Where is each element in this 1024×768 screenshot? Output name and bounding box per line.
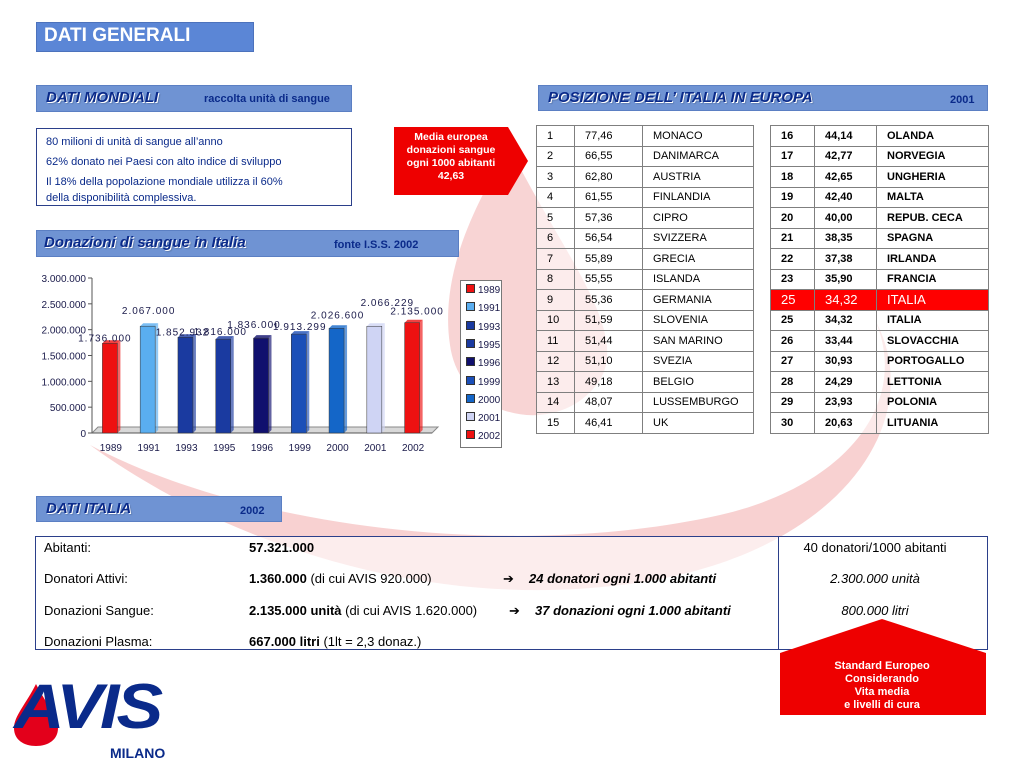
- dati-mondiali-title: DATI MONDIALI: [46, 89, 159, 106]
- table-row: [537, 413, 754, 434]
- table-row: [537, 167, 754, 188]
- legend-label: 1996: [478, 358, 501, 370]
- standard-europeo-line-3: Vita media: [854, 686, 910, 698]
- value-cell: 20,63: [815, 413, 877, 434]
- country-cell: SAN MARINO: [643, 331, 754, 352]
- country-cell: PORTOGALLO: [877, 351, 989, 372]
- value-cell: 77,46: [575, 126, 643, 147]
- donazioni-plasma-detail: (1lt = 2,3 donaz.): [323, 634, 422, 649]
- donatori-attivi-value-group: [249, 571, 432, 586]
- country-cell: SVEZIA: [643, 351, 754, 372]
- y-tick-label: 2.000.000: [41, 325, 86, 337]
- donazioni-bar-chart: [0, 262, 520, 462]
- rank-cell: 20: [771, 208, 815, 229]
- rank-cell: 2: [537, 146, 575, 167]
- bar-1993: [178, 337, 193, 433]
- bar-2002: [405, 323, 420, 433]
- bar-side: [269, 335, 272, 433]
- table-row: [771, 126, 989, 147]
- value-cell: 33,44: [815, 331, 877, 352]
- value-cell: 42,40: [815, 187, 877, 208]
- legend-item-2001: [466, 412, 500, 424]
- country-cell: GERMANIA: [643, 290, 754, 311]
- x-tick-label: 1996: [250, 443, 274, 454]
- legend-label: 2001: [478, 413, 501, 425]
- media-europea-line-2: donazioni sangue: [406, 144, 496, 156]
- donazioni-sangue-note: 37 donazioni ogni 1.000 abitanti: [535, 603, 731, 618]
- table-row: [537, 392, 754, 413]
- rank-cell: 25: [771, 310, 815, 331]
- x-tick-label: 2000: [326, 443, 349, 454]
- standard-europeo-line-1: Standard Europeo: [834, 660, 930, 672]
- country-cell: BELGIO: [643, 372, 754, 393]
- rank-cell: 17: [771, 146, 815, 167]
- table-row: [771, 208, 989, 229]
- legend-item-1989: [466, 284, 500, 296]
- rank-cell: 18: [771, 167, 815, 188]
- bar-2000: [329, 328, 344, 433]
- bar-1991: [140, 326, 155, 433]
- country-cell: SVIZZERA: [643, 228, 754, 249]
- value-cell: 55,36: [575, 290, 643, 311]
- value-cell: 35,90: [815, 269, 877, 290]
- bar-side: [193, 334, 196, 433]
- bar-value-label: 1.852.932: [155, 327, 210, 339]
- table-row: [537, 187, 754, 208]
- country-cell: AUSTRIA: [643, 167, 754, 188]
- country-cell: LETTONIA: [877, 372, 989, 393]
- rank-cell: 16: [771, 126, 815, 147]
- table-row: [537, 351, 754, 372]
- rank-cell: 4: [537, 187, 575, 208]
- value-cell: 61,55: [575, 187, 643, 208]
- donazioni-plasma-label: Donazioni Plasma:: [44, 634, 153, 649]
- country-cell: MONACO: [643, 126, 754, 147]
- country-cell: FINLANDIA: [643, 187, 754, 208]
- avis-logo-text: AVIS: [14, 671, 161, 742]
- table-row: [537, 126, 754, 147]
- donazioni-sangue-value-group: [249, 603, 477, 618]
- bar-2001: [367, 326, 382, 433]
- table-row: [537, 249, 754, 270]
- rank-cell: 1: [537, 126, 575, 147]
- value-cell: 44,14: [815, 126, 877, 147]
- value-cell: 51,10: [575, 351, 643, 372]
- donatori-attivi-label: Donatori Attivi:: [44, 571, 128, 586]
- legend-swatch: [466, 302, 475, 311]
- legend-label: 1999: [478, 376, 501, 388]
- rank-cell: 29: [771, 392, 815, 413]
- table-row: [771, 249, 989, 270]
- dati-mondiali-line-3: Il 18% della popolazione mondiale utilizza il 60%: [46, 176, 283, 188]
- table-row: [771, 310, 989, 331]
- donazioni-sangue-detail: (di cui AVIS 1.620.000): [345, 603, 478, 618]
- europe-ranking-table-right: [770, 125, 989, 434]
- bar-value-label: 1.836.000: [227, 320, 281, 332]
- x-tick-label: 1995: [213, 443, 236, 454]
- table-row: [537, 146, 754, 167]
- legend-label: 1989: [478, 285, 501, 296]
- country-cell: NORVEGIA: [877, 146, 989, 167]
- table-row: [537, 372, 754, 393]
- legend-swatch: [466, 430, 475, 439]
- country-cell: LUSSEMBURGO: [643, 392, 754, 413]
- donatori-attivi-value: 1.360.000: [249, 571, 307, 586]
- legend-swatch: [466, 284, 475, 293]
- rank-cell: 28: [771, 372, 815, 393]
- value-cell: 24,29: [815, 372, 877, 393]
- donazioni-plasma-value-group: [249, 634, 421, 649]
- legend-item-1991: [466, 302, 500, 314]
- bar-top: [329, 325, 347, 328]
- value-cell: 42,77: [815, 146, 877, 167]
- y-tick-label: 0: [80, 429, 86, 440]
- value-cell: 34,32: [815, 310, 877, 331]
- legend-swatch: [466, 412, 475, 421]
- rank-cell: 15: [537, 413, 575, 434]
- rank-cell: 9: [537, 290, 575, 311]
- abitanti-value: 57.321.000: [249, 540, 315, 555]
- legend-swatch: [466, 339, 475, 348]
- table-row: [771, 392, 989, 413]
- rank-cell: 30: [771, 413, 815, 434]
- value-cell: 51,59: [575, 310, 643, 331]
- legend-item-2000: [466, 394, 500, 406]
- y-tick-label: 500.000: [49, 403, 86, 415]
- bar-1995: [216, 339, 231, 433]
- legend-item-1996: [466, 357, 500, 369]
- rank-cell: 7: [537, 249, 575, 270]
- donatori-attivi-units: 2.300.000 unità: [830, 571, 920, 586]
- rank-cell: 14: [537, 392, 575, 413]
- bar-value-label: 2.026.600: [310, 310, 365, 322]
- country-cell: IRLANDA: [877, 249, 989, 270]
- bar-side: [231, 336, 234, 433]
- legend-swatch: [466, 357, 475, 366]
- value-cell: 37,38: [815, 249, 877, 270]
- bar-top: [405, 320, 423, 323]
- rank-cell: 13: [537, 372, 575, 393]
- value-cell: 66,55: [575, 146, 643, 167]
- legend-label: 1991: [478, 303, 501, 315]
- country-cell: REPUB. CECA: [877, 208, 989, 229]
- table-row: [771, 269, 989, 290]
- value-cell: 42,65: [815, 167, 877, 188]
- standard-europeo-line-4: e livelli di cura: [844, 699, 920, 711]
- bar-top: [254, 335, 272, 338]
- rank-cell: 10: [537, 310, 575, 331]
- country-cell: UNGHERIA: [877, 167, 989, 188]
- media-europea-line-3: ogni 1000 abitanti: [406, 157, 496, 169]
- donazioni-plasma-value: 667.000 litri: [249, 634, 320, 649]
- value-cell: 23,93: [815, 392, 877, 413]
- legend-item-1995: [466, 339, 500, 351]
- table-row: [771, 146, 989, 167]
- arrow-icon: ➔: [503, 571, 514, 586]
- y-tick-label: 1.500.000: [41, 351, 86, 363]
- rank-cell: 12: [537, 351, 575, 372]
- rank-cell: 5: [537, 208, 575, 229]
- value-cell: 30,93: [815, 351, 877, 372]
- country-cell: ITALIA: [877, 290, 989, 311]
- bar-value-label: 2.135.000: [390, 306, 444, 318]
- posizione-year: 2001: [950, 94, 975, 106]
- table-row: [537, 228, 754, 249]
- bar-side: [117, 340, 120, 433]
- bar-top: [367, 323, 385, 326]
- bar-value-label: 2.066.229: [360, 298, 415, 310]
- value-cell: 55,89: [575, 249, 643, 270]
- arrow-icon: ➔: [509, 603, 520, 618]
- country-cell: POLONIA: [877, 392, 989, 413]
- media-europea-value: 42,63: [437, 170, 465, 182]
- x-tick-label: 1993: [175, 443, 198, 454]
- x-tick-label: 1999: [288, 443, 311, 454]
- donazioni-sangue-label: Donazioni Sangue:: [44, 603, 154, 618]
- value-cell: 56,54: [575, 228, 643, 249]
- dati-italia-title: DATI ITALIA: [46, 500, 132, 517]
- bar-side: [420, 320, 423, 433]
- bar-side: [382, 323, 385, 433]
- bar-1996: [254, 338, 269, 433]
- table-row: [771, 167, 989, 188]
- media-europea-line-1: Media europea: [414, 131, 488, 143]
- rank-cell: 3: [537, 167, 575, 188]
- rank-cell: 22: [771, 249, 815, 270]
- dati-mondiali-line-2: 62% donato nei Paesi con alto indice di sviluppo: [46, 156, 282, 168]
- dati-mondiali-line-4: della disponibilità complessiva.: [46, 192, 197, 204]
- standard-europeo-line-2: Considerando: [845, 673, 919, 685]
- table-row: [537, 331, 754, 352]
- country-cell: ITALIA: [877, 310, 989, 331]
- table-row: [771, 413, 989, 434]
- x-tick-label: 2002: [401, 443, 425, 454]
- legend-item-1993: [466, 321, 500, 333]
- value-cell: 51,44: [575, 331, 643, 352]
- value-cell: 55,55: [575, 269, 643, 290]
- rank-cell: 6: [537, 228, 575, 249]
- legend-item-1999: [466, 376, 500, 388]
- rank-cell: 27: [771, 351, 815, 372]
- donatori-attivi-detail: (di cui AVIS 920.000): [310, 571, 432, 586]
- legend-label: 1995: [478, 339, 501, 351]
- dati-italia-year: 2002: [240, 505, 265, 517]
- table-row: [771, 331, 989, 352]
- abitanti-ratio: 40 donatori/1000 abitanti: [803, 540, 947, 555]
- country-cell: SPAGNA: [877, 228, 989, 249]
- y-tick-label: 1.000.000: [41, 377, 86, 389]
- country-cell: SLOVENIA: [643, 310, 754, 331]
- rank-cell: 21: [771, 228, 815, 249]
- country-cell: SLOVACCHIA: [877, 331, 989, 352]
- posizione-title: POSIZIONE DELL’ ITALIA IN EUROPA: [548, 89, 813, 106]
- country-cell: DANIMARCA: [643, 146, 754, 167]
- value-cell: 62,80: [575, 167, 643, 188]
- legend-item-2002: [466, 430, 500, 442]
- value-cell: 48,07: [575, 392, 643, 413]
- bar-1989: [102, 343, 117, 433]
- donazioni-title: Donazioni di sangue in Italia: [44, 234, 246, 251]
- bar-top: [140, 323, 158, 326]
- donazioni-sangue-litri: 800.000 litri: [841, 603, 909, 618]
- legend-swatch: [466, 394, 475, 403]
- table-row: [771, 290, 989, 311]
- bar-value-label: 1.816.000: [193, 327, 247, 339]
- value-cell: 38,35: [815, 228, 877, 249]
- country-cell: MALTA: [877, 187, 989, 208]
- value-cell: 49,18: [575, 372, 643, 393]
- abitanti-label: Abitanti:: [44, 540, 91, 555]
- country-cell: UK: [643, 413, 754, 434]
- x-tick-label: 1991: [137, 443, 160, 454]
- dati-mondiali-subtitle: raccolta unità di sangue: [204, 93, 330, 105]
- value-cell: 46,41: [575, 413, 643, 434]
- y-tick-label: 2.500.000: [41, 299, 86, 311]
- table-row: [771, 187, 989, 208]
- rank-cell: 8: [537, 269, 575, 290]
- legend-label: 2000: [478, 394, 501, 406]
- donazioni-source: fonte I.S.S. 2002: [334, 239, 419, 251]
- rank-cell: 19: [771, 187, 815, 208]
- table-row: [771, 351, 989, 372]
- donazioni-sangue-value: 2.135.000 unità: [249, 603, 342, 618]
- country-cell: FRANCIA: [877, 269, 989, 290]
- donatori-attivi-note: 24 donatori ogni 1.000 abitanti: [529, 571, 717, 586]
- bar-side: [306, 331, 309, 433]
- x-tick-label: 1989: [99, 443, 123, 454]
- rank-cell: 11: [537, 331, 575, 352]
- bar-value-label: 1.736.000: [78, 333, 132, 345]
- country-cell: GRECIA: [643, 249, 754, 270]
- bar-1999: [291, 334, 306, 433]
- rank-cell: 26: [771, 331, 815, 352]
- bar-side: [155, 323, 158, 433]
- value-cell: 34,32: [815, 290, 877, 311]
- table-row: [537, 290, 754, 311]
- country-cell: CIPRO: [643, 208, 754, 229]
- avis-logo-city: MILANO: [110, 745, 166, 761]
- table-row: [537, 310, 754, 331]
- legend-label: 2002: [478, 431, 501, 443]
- legend-swatch: [466, 376, 475, 385]
- y-tick-label: 3.000.000: [41, 274, 86, 285]
- country-cell: LITUANIA: [877, 413, 989, 434]
- value-cell: 40,00: [815, 208, 877, 229]
- legend-label: 1993: [478, 321, 501, 333]
- bar-value-label: 2.067.000: [121, 306, 176, 318]
- table-row: [771, 372, 989, 393]
- page-title: DATI GENERALI: [44, 25, 191, 46]
- bar-value-label: 1.913.299: [273, 322, 327, 334]
- legend-swatch: [466, 321, 475, 330]
- country-cell: OLANDA: [877, 126, 989, 147]
- x-tick-label: 2001: [364, 443, 387, 454]
- rank-cell: 25: [771, 290, 815, 311]
- bar-side: [344, 325, 347, 433]
- dati-mondiali-line-1: 80 milioni di unità di sangue all’anno: [46, 136, 223, 148]
- europe-ranking-table-left: [536, 125, 754, 434]
- table-row: [537, 208, 754, 229]
- value-cell: 57,36: [575, 208, 643, 229]
- table-row: [771, 228, 989, 249]
- table-row: [537, 269, 754, 290]
- country-cell: ISLANDA: [643, 269, 754, 290]
- rank-cell: 23: [771, 269, 815, 290]
